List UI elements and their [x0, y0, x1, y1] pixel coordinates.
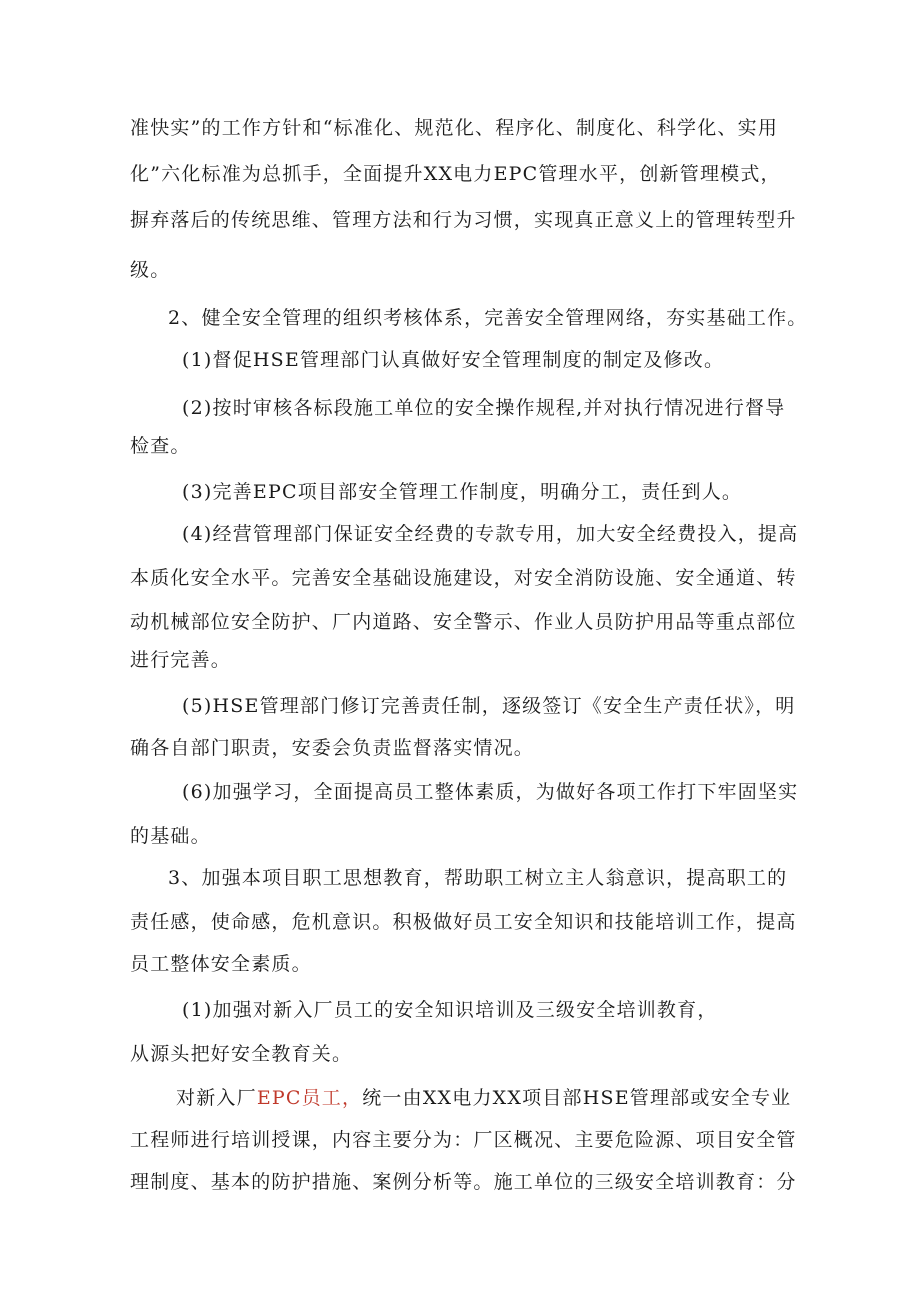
list-item-2: (2)按时审核各标段施工单位的安全操作规程,并对执行情况进行督导: [182, 397, 786, 419]
paragraph-line: 动机械部位安全防护、厂内道路、安全警示、作业人员防护用品等重点部位: [130, 611, 797, 633]
text-segment: 统一由XX电力XX项目部HSE管理部或安全专业: [362, 1087, 792, 1109]
section-heading-3: 3、加强本项目职工思想教育，帮助职工树立主人翁意识，提高职工的: [168, 867, 788, 889]
paragraph-line: [176, 1086, 791, 1110]
list-item-1: (1)督促HSE管理部门认真做好安全管理制度的制定及修改。: [182, 349, 725, 371]
paragraph-line: 准快实”的工作方针和“标准化、规范化、程序化、制度化、科学化、实用: [130, 117, 779, 139]
paragraph-line: 责任感，使命感，危机意识。积极做好员工安全知识和技能培训工作，提高: [130, 911, 797, 933]
list-item-6: (6)加强学习，全面提高员工整体素质，为做好各项工作打下牢固坚实: [182, 781, 799, 803]
list-item-5: (5)HSE管理部门修订完善责任制，逐级签订《安全生产责任状》，明: [182, 695, 796, 717]
paragraph-line: 确各自部门职责，安委会负责监督落实情况。: [130, 737, 535, 759]
paragraph-line: 理制度、基本的防护措施、案例分析等。施工单位的三级安全培训教育：分: [130, 1171, 797, 1193]
paragraph-line: 员工整体安全素质。: [130, 953, 312, 975]
paragraph-line: 从源头把好安全教育关。: [130, 1043, 353, 1065]
list-item-4: (4)经营管理部门保证安全经费的专款专用，加大安全经费投入，提高: [182, 523, 799, 545]
paragraph-line: 摒弃落后的传统思维、管理方法和行为习惯，实现真正意义上的管理转型升: [130, 209, 797, 231]
paragraph-line: 级。: [130, 259, 171, 281]
paragraph-line: 化”六化标准为总抓手，全面提升XX电力EPC管理水平，创新管理模式，: [130, 163, 781, 185]
paragraph-line: 的基础。: [130, 825, 211, 847]
highlighted-text: EPC员工，: [256, 1087, 363, 1109]
list-item-3: (3)完善EPC项目部安全管理工作制度，明确分工，责任到人。: [182, 481, 743, 503]
paragraph-line: 工程师进行培训授课，内容主要分为：厂区概况、主要危险源、项目安全管: [130, 1129, 797, 1151]
list-item-3-1: (1)加强对新入厂员工的安全知识培训及三级安全培训教育，: [182, 999, 718, 1021]
section-heading-2: 2、健全安全管理的组织考核体系，完善安全管理网络，夯实基础工作。: [168, 307, 808, 329]
paragraph-line: 检查。: [130, 435, 191, 457]
text-segment: 对新入厂: [176, 1087, 257, 1109]
paragraph-line: 进行完善。: [130, 649, 232, 671]
paragraph-line: 本质化安全水平。完善安全基础设施建设，对安全消防设施、安全通道、转: [130, 567, 797, 589]
